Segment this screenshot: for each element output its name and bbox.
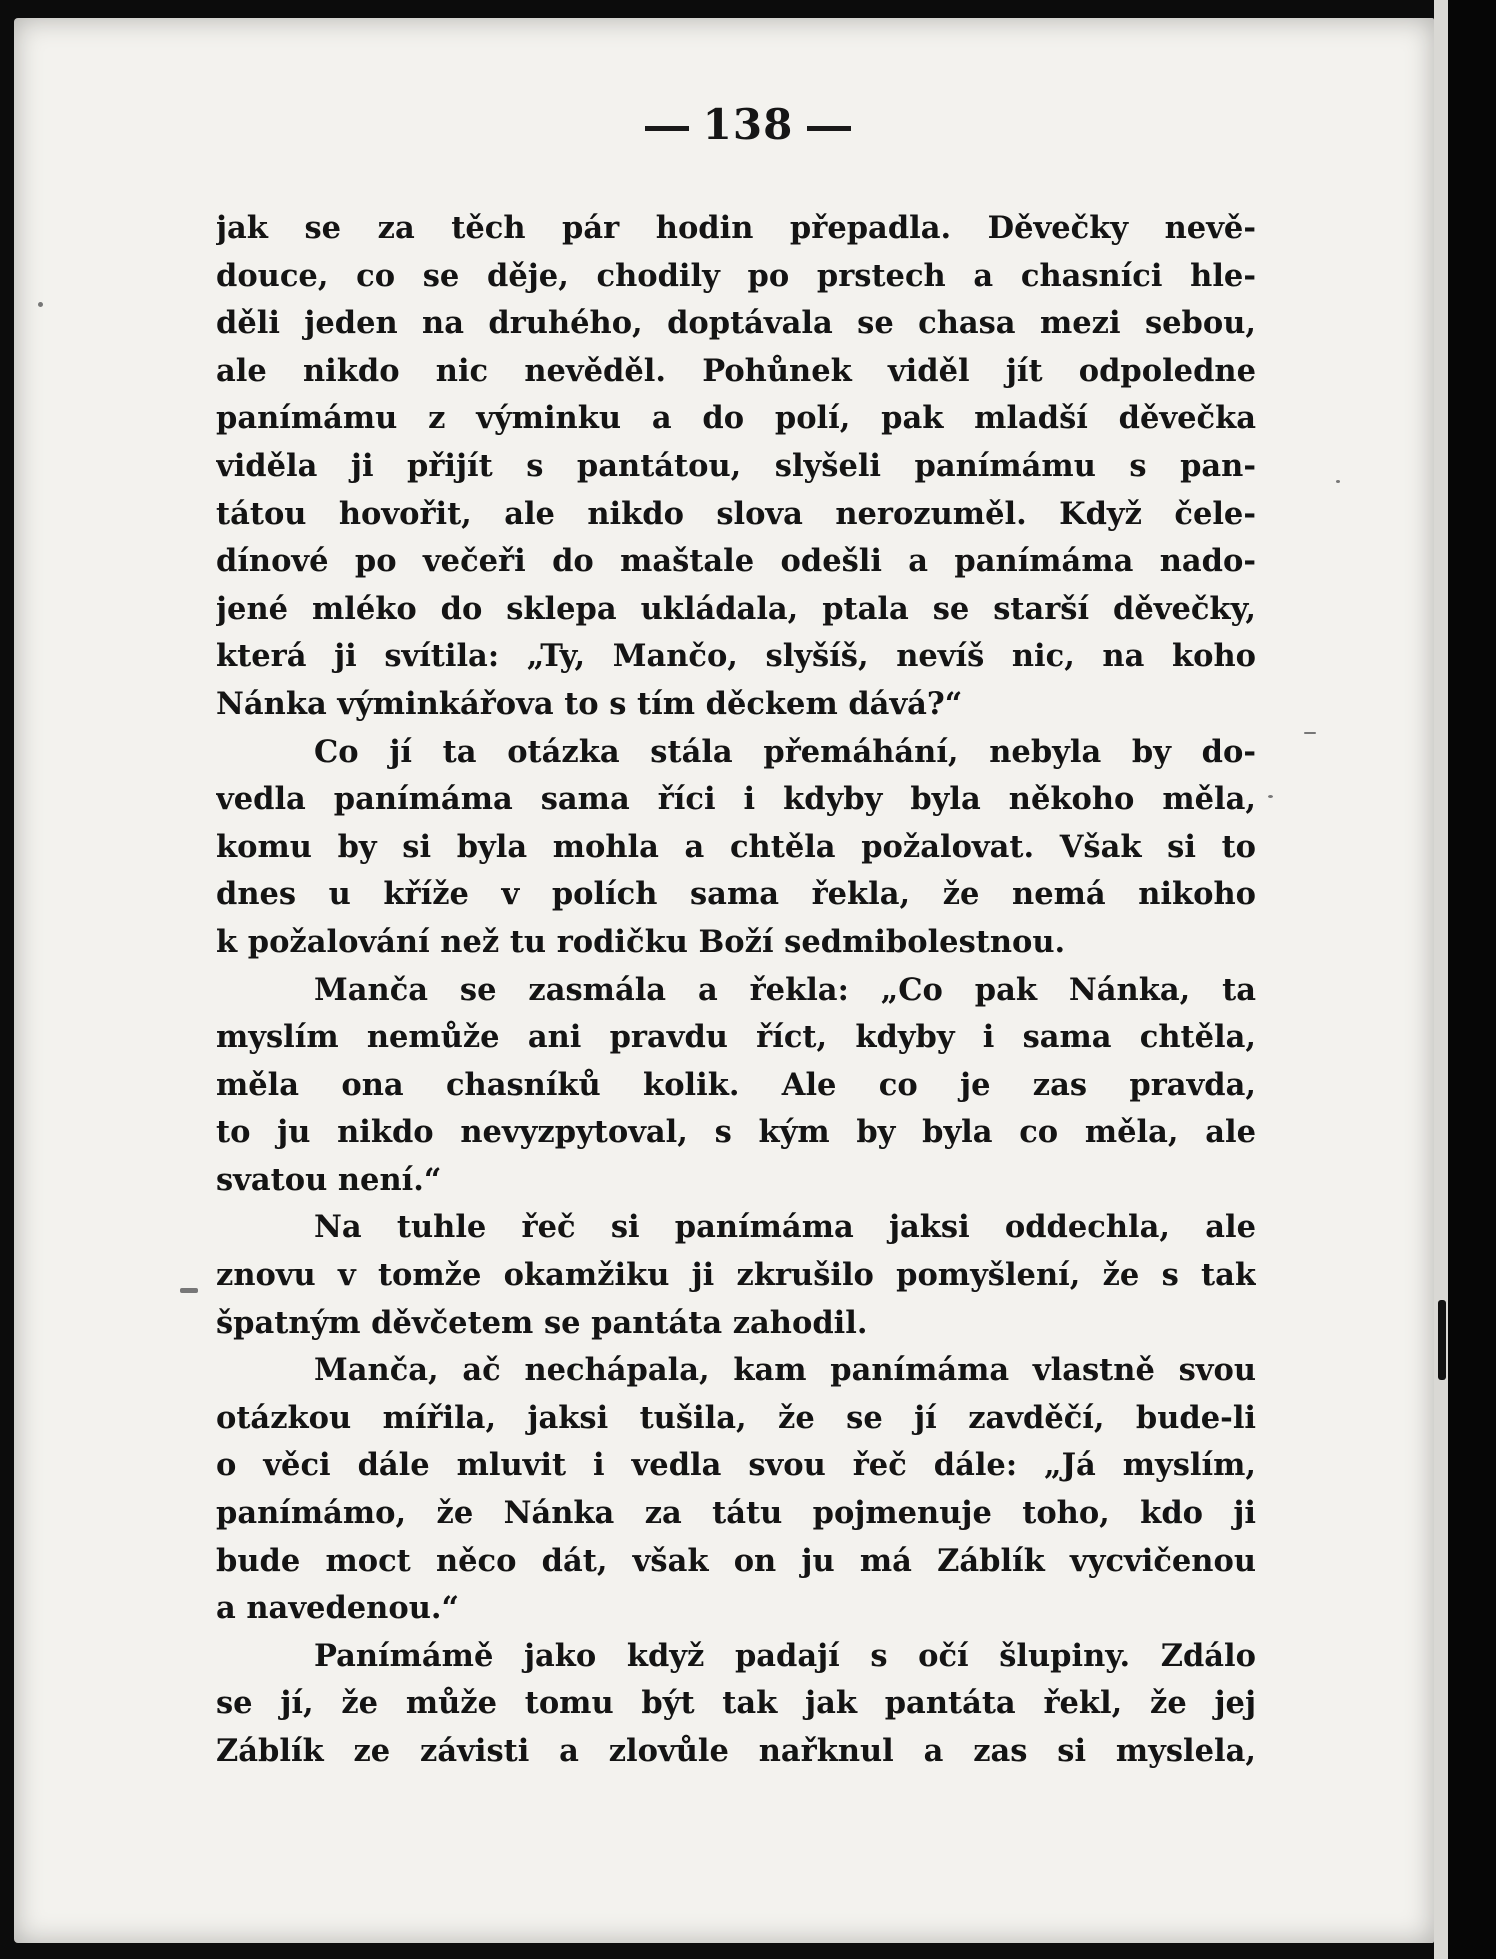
- scan-speck: [1336, 480, 1340, 483]
- text-line: bude moct něco dát, však on ju má Záblík vycvičenou: [216, 1542, 1256, 1579]
- text-line: o věci dále mluvit i vedla svou řeč dále: „Já myslím,: [216, 1447, 1256, 1484]
- text-line: a navedenou.“: [216, 1590, 460, 1627]
- text-line: svatou není.“: [216, 1161, 442, 1198]
- scan-speck: [180, 1288, 198, 1293]
- body-text: [216, 205, 1256, 1776]
- text-line: se jí, že může tomu být tak jak pantáta řekl, že jej: [216, 1685, 1256, 1722]
- scan-border: [1448, 0, 1496, 1959]
- scan-speck: [1304, 732, 1316, 734]
- text-line: tátou hovořit, ale nikdo slova nerozuměl. Když čele-: [216, 495, 1256, 532]
- text-line: to ju nikdo nevyzpytoval, s kým by byla co měla, ale: [216, 1114, 1256, 1151]
- text-line: komu by si byla mohla a chtěla požalovat. Však si to: [216, 828, 1256, 865]
- text-line: Manča se zasmála a řekla: „Co pak Nánka, ta: [314, 971, 1256, 1008]
- text-line: děli jeden na druhého, doptávala se chasa mezi sebou,: [216, 305, 1256, 342]
- page-number-text: 138: [702, 100, 794, 149]
- text-line: viděla ji přijít s pantátou, slyšeli panímámu s pan-: [216, 447, 1256, 484]
- text-line: špatným děvčetem se pantáta zahodil.: [216, 1304, 868, 1341]
- text-line: panímámo, že Nánka za tátu pojmenuje toho, kdo ji: [216, 1495, 1256, 1532]
- text-line: Záblík ze závisti a zlovůle nařknul a zas si myslela,: [216, 1733, 1256, 1769]
- text-line: myslím nemůže ani pravdu říct, kdyby i sama chtěla,: [216, 1019, 1256, 1056]
- text-line: dnes u kříže v polích sama řekla, že nemá nikoho: [216, 876, 1256, 913]
- binding-mark: [1438, 1300, 1446, 1380]
- text-line: Co jí ta otázka stála přemáhání, nebyla by do-: [314, 733, 1256, 770]
- dash-left: [645, 126, 689, 131]
- text-line: Panímámě jako když padají s očí šlupiny. Zdálo: [314, 1637, 1256, 1674]
- text-line: Manča, ač nechápala, kam panímáma vlastně svou: [314, 1352, 1256, 1389]
- text-line: ale nikdo nic nevěděl. Pohůnek viděl jít odpoledne: [216, 352, 1256, 389]
- scan-speck: [1268, 795, 1273, 798]
- page-number: [0, 100, 1496, 149]
- text-line: která ji svítila: „Ty, Mančo, slyšíš, nevíš nic, na koho: [216, 638, 1256, 675]
- text-line: Nánka výminkářova to s tím děckem dává?“: [216, 685, 963, 722]
- text-line: znovu v tomže okamžiku ji zkrušilo pomyšlení, že s tak: [216, 1257, 1256, 1294]
- page-edge-strip: [1434, 0, 1448, 1959]
- text-line: jené mléko do sklepa ukládala, ptala se starší děvečky,: [216, 590, 1256, 627]
- text-line: Na tuhle řeč si panímáma jaksi oddechla, ale: [314, 1209, 1256, 1246]
- dash-right: [807, 126, 851, 131]
- text-line: měla ona chasníků kolik. Ale co je zas pravda,: [216, 1066, 1256, 1103]
- text-line: douce, co se děje, chodily po prstech a chasníci hle-: [216, 257, 1256, 294]
- text-line: k požalování než tu rodičku Boží sedmibolestnou.: [216, 923, 1066, 960]
- scan-speck: [38, 302, 43, 307]
- text-line: dínové po večeři do maštale odešli a panímáma nado-: [216, 543, 1256, 580]
- text-line: otázkou mířila, jaksi tušila, že se jí zavděčí, bude-li: [216, 1399, 1256, 1436]
- text-line: jak se za těch pár hodin přepadla. Děvečky nevě-: [216, 210, 1256, 246]
- text-line: panímámu z výminku a do polí, pak mladší děvečka: [216, 400, 1256, 437]
- text-line: vedla panímáma sama říci i kdyby byla někoho měla,: [216, 781, 1256, 818]
